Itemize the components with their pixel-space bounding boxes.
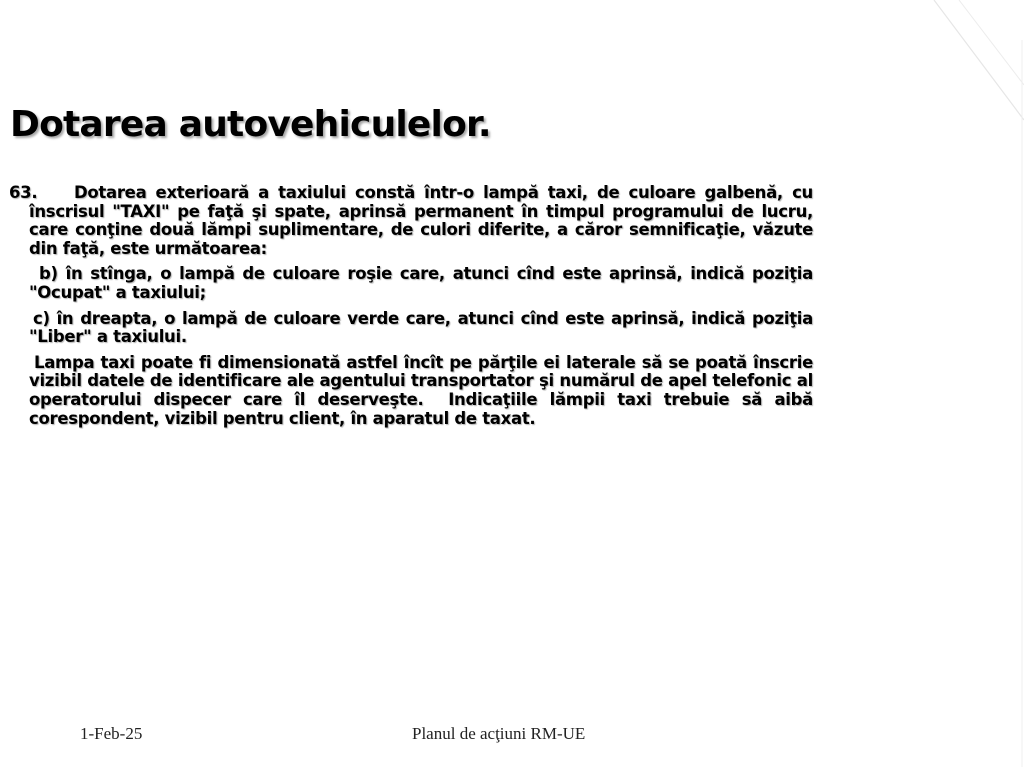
corner-decoration xyxy=(904,0,1024,767)
paragraph-lamp-note: Lampa taxi poate fi dimensionată astfel încît pe părţile ei laterale să se poată înscrie vizibil datele de identificare ale agentului transportator şi numărul de apel telefonic al operatorului dispecer care îl deserveşte. Indicaţiile lămpii taxi trebuie să aibă corespondent, vizibil pentru client, în aparatul de taxat. xyxy=(29,352,813,428)
paragraph-item-b: b) în stînga, o lampă de culoare roşie care, atunci cînd este aprinsă, indică poziţia "Ocupat" a taxiului; xyxy=(29,264,813,302)
footer-center-text: Planul de acţiuni RM-UE xyxy=(412,724,586,743)
paragraph-item-63: 63. Dotarea exterioară a taxiului constă într-o lampă taxi, de culoare galbenă, cu înscrisul "TAXI" pe faţă şi spate, aprinsă permanent în timpul programului de lucru, care conţine două lămpi suplimentare, de culori diferite, a căror semnificaţie, văzute din faţă, este următoarea: xyxy=(9,183,813,258)
paragraph-item-c: c) în dreapta, o lampă de culoare verde care, atunci cînd este aprinsă, indică poziţia "Liber" a taxiului. xyxy=(29,308,813,347)
footer-date: 1-Feb-25 xyxy=(80,724,143,743)
slide-body xyxy=(9,184,813,435)
slide-title: Dotarea autovehiculelor. xyxy=(10,104,491,145)
